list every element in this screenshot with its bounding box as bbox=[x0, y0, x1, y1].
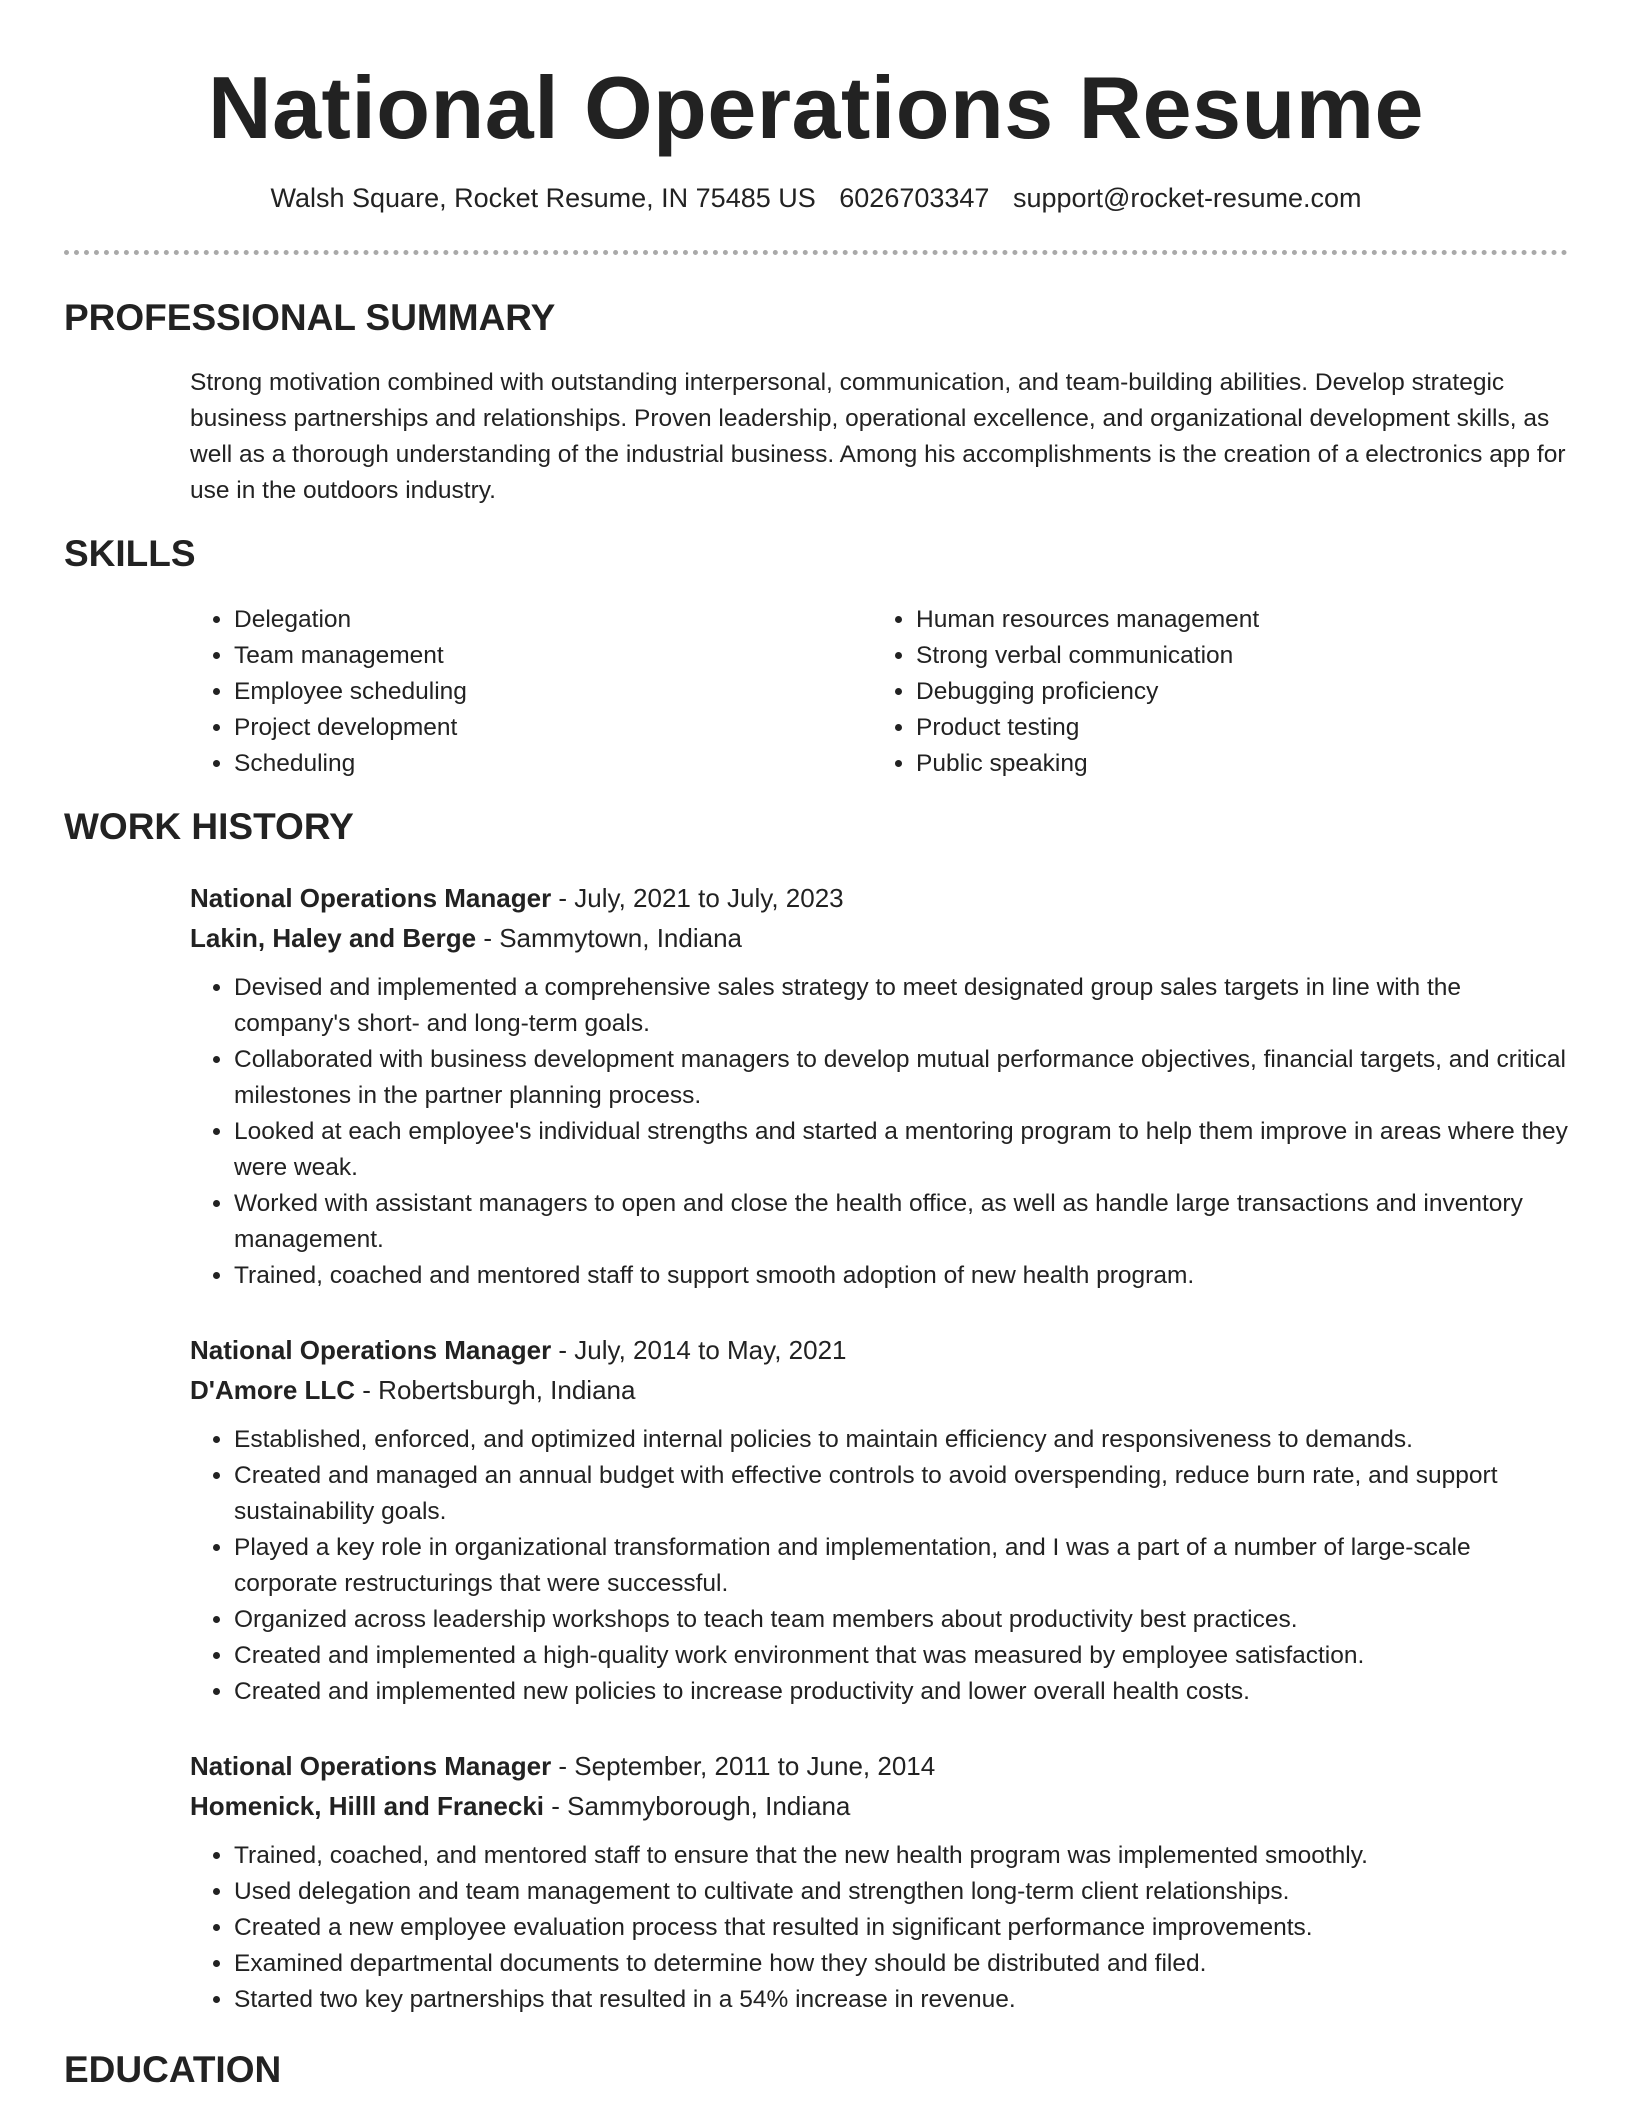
job-bullet: • Established, enforced, and optimized internal policies to maintain efficiency and responsiveness to demands. bbox=[234, 1422, 1568, 1458]
job-company-line bbox=[190, 1370, 1568, 1410]
skill-item: • Employee scheduling bbox=[234, 674, 830, 710]
job-location: - Sammytown, Indiana bbox=[476, 923, 742, 953]
section-title-summary: PROFESSIONAL SUMMARY bbox=[64, 297, 556, 338]
job-bullet: • Created a new employee evaluation process that resulted in significant performance improvements. bbox=[234, 1910, 1568, 1946]
job-location: - Robertsburgh, Indiana bbox=[355, 1375, 636, 1405]
job-title-line bbox=[190, 1746, 1568, 1786]
job-bullet: • Used delegation and team management to cultivate and strengthen long-term client relationships. bbox=[234, 1874, 1568, 1910]
job-bullet: • Examined departmental documents to determine how they should be distributed and filed. bbox=[234, 1946, 1568, 1982]
contact-phone: 6026703347 bbox=[839, 183, 990, 213]
job-bullet: • Created and implemented a high-quality work environment that was measured by employee satisfaction. bbox=[234, 1638, 1568, 1674]
skill-item: • Product testing bbox=[916, 710, 1552, 746]
contact-email: support@rocket-resume.com bbox=[1012, 183, 1362, 213]
job-bullet: • Trained, coached, and mentored staff to ensure that the new health program was implemented smoothly. bbox=[234, 1838, 1568, 1874]
job-bullet: • Created and implemented new policies to increase productivity and lower overall health costs. bbox=[234, 1674, 1568, 1710]
section-title-education: EDUCATION bbox=[64, 2049, 282, 2090]
job-bullet: • Looked at each employee's individual strengths and started a mentoring program to help them improve in areas where they were weak. bbox=[234, 1114, 1568, 1186]
job-dates: - July, 2014 to May, 2021 bbox=[551, 1335, 847, 1365]
job-bullet: • Devised and implemented a comprehensive sales strategy to meet designated group sales targets in line with the company's short- and long-term goals. bbox=[234, 970, 1568, 1042]
job-bullet: • Created and managed an annual budget with effective controls to avoid overspending, reduce burn rate, and support sustainability goals. bbox=[234, 1458, 1568, 1530]
job-bullet: • Worked with assistant managers to open and close the health office, as well as handle large transactions and inventory management. bbox=[234, 1186, 1568, 1258]
skill-item: • Strong verbal communication bbox=[916, 638, 1552, 674]
skill-item: • Project development bbox=[234, 710, 830, 746]
job-bullet: • Organized across leadership workshops to teach team members about productivity best practices. bbox=[234, 1602, 1568, 1638]
job-company: Homenick, Hilll and Franecki bbox=[190, 1791, 544, 1821]
job-entry bbox=[190, 1746, 1568, 2018]
job-bullet: • Played a key role in organizational transformation and implementation, and I was a part of a number of large-scale corporate restructurings that were successful. bbox=[234, 1530, 1568, 1602]
header-divider bbox=[64, 250, 1568, 255]
skill-item: • Scheduling bbox=[234, 746, 830, 782]
resume-title: National Operations Resume bbox=[208, 58, 1424, 157]
section-title-skills: SKILLS bbox=[64, 533, 196, 574]
contact-line bbox=[0, 178, 1632, 218]
job-position: National Operations Manager bbox=[190, 883, 552, 913]
job-dates: - July, 2021 to July, 2023 bbox=[551, 883, 844, 913]
skill-item: • Public speaking bbox=[916, 746, 1552, 782]
job-position: National Operations Manager bbox=[190, 1335, 552, 1365]
job-company-line bbox=[190, 918, 1568, 958]
job-entry bbox=[190, 1330, 1568, 1710]
summary-text: Strong motivation combined with outstanding interpersonal, communication, and team-building abilities. Develop strategic business partnerships and relationships. Proven leadership, operational excellence, and organizational development skills, as well as a thorough understanding of the industrial business. Among his accomplishments is the creation of a electronics app for use in the outdoors industry. bbox=[190, 369, 1566, 504]
job-dates: - September, 2011 to June, 2014 bbox=[551, 1751, 936, 1781]
job-bullet: • Started two key partnerships that resulted in a 54% increase in revenue. bbox=[234, 1982, 1568, 2018]
skill-item: • Delegation bbox=[234, 602, 830, 638]
job-bullet: • Collaborated with business development managers to develop mutual performance objectives, financial targets, and critical milestones in the partner planning process. bbox=[234, 1042, 1568, 1114]
job-entry bbox=[190, 878, 1568, 1294]
job-company: Lakin, Haley and Berge bbox=[190, 923, 477, 953]
job-company: D'Amore LLC bbox=[190, 1375, 356, 1405]
skill-item: • Debugging proficiency bbox=[916, 674, 1552, 710]
job-title-line bbox=[190, 878, 1568, 918]
section-title-work-history: WORK HISTORY bbox=[64, 806, 354, 847]
contact-address: Walsh Square, Rocket Resume, IN 75485 US bbox=[270, 183, 816, 213]
job-location: - Sammyborough, Indiana bbox=[544, 1791, 851, 1821]
skill-item: • Human resources management bbox=[916, 602, 1552, 638]
skills-column-right bbox=[872, 602, 1552, 782]
job-company-line bbox=[190, 1786, 1568, 1826]
skill-item: • Team management bbox=[234, 638, 830, 674]
skills-column-left bbox=[190, 602, 830, 782]
job-position: National Operations Manager bbox=[190, 1751, 552, 1781]
job-title-line bbox=[190, 1330, 1568, 1370]
job-bullet: • Trained, coached and mentored staff to support smooth adoption of new health program. bbox=[234, 1258, 1568, 1294]
